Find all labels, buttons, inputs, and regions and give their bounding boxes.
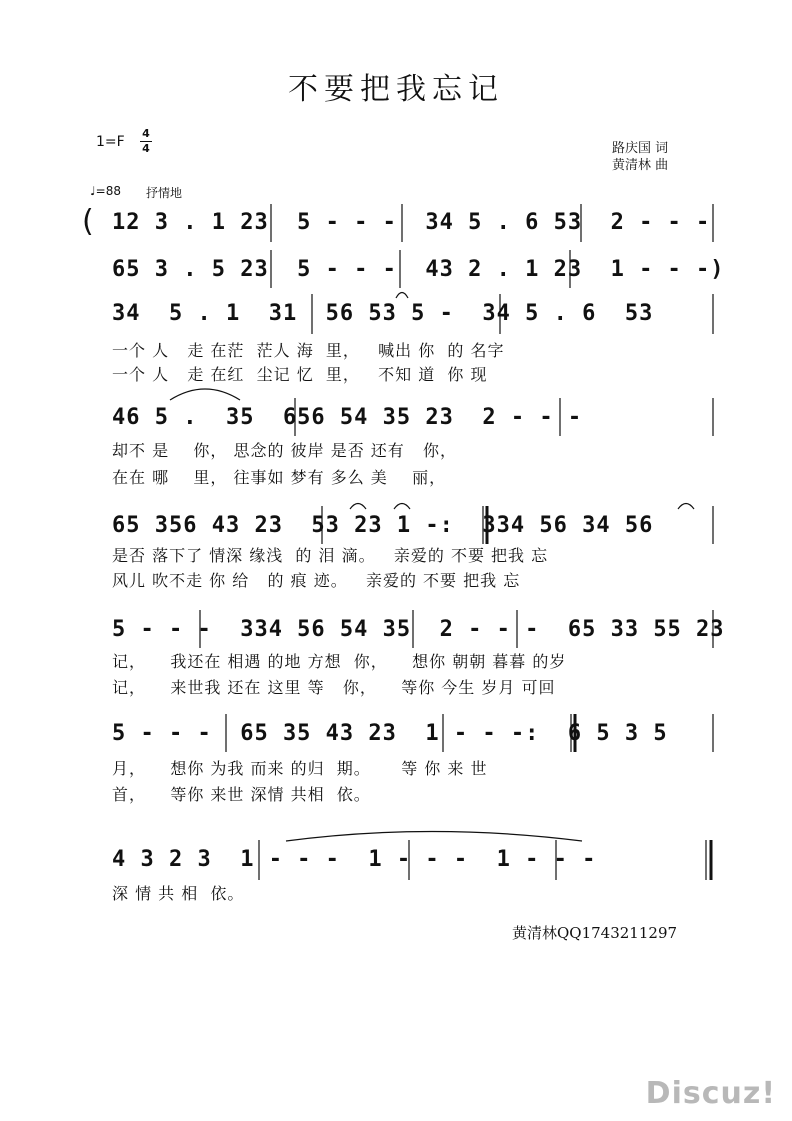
watermark: Discuz! <box>645 1076 776 1111</box>
lyric-row-7-verse-1: 月， 想你 为我 而来 的归 期。 等 你 来 世 <box>112 759 488 778</box>
notation-row-3: 34 5 . 1 31 56 53 5 - 34 5 . 6 53 <box>112 301 654 326</box>
notation-row-5: 65 356 43 23 53 23 1 -: 334 56 34 56 <box>112 513 654 538</box>
lyric-row-4-verse-2: 在在 哪 里， 往事如 梦有 多么 美 丽， <box>112 468 447 487</box>
lyric-row-3-verse-1: 一个 人 走 在茫 茫人 海 里， 喊出 你 的 名字 <box>112 341 505 360</box>
lyric-row-7-verse-2: 首， 等你 来世 深情 共相 依。 <box>112 785 371 804</box>
notation-row-4: 46 5 . 35 656 54 35 23 2 - - - <box>112 405 583 430</box>
slurs <box>170 293 694 842</box>
composer-credit: 黄清林 曲 <box>612 158 669 173</box>
tempo-marking: ♩=88 <box>90 184 121 198</box>
time-signature-top: 4 <box>142 127 150 140</box>
lyric-row-4-verse-1: 却不 是 你， 思念的 彼岸 是否 还有 你， <box>112 441 458 460</box>
arranger-signature: 黄清林QQ1743211297 <box>512 924 678 942</box>
lyric-row-8-verse-1: 深 情 共 相 依。 <box>112 884 245 903</box>
notation-row-1: 12 3 . 1 23 5 - - - 34 5 . 6 53 2 - - - <box>112 210 711 235</box>
lyricist-credit: 路庆国 词 <box>612 141 669 156</box>
lyric-row-6-verse-2: 记， 来世我 还在 这里 等 你， 等你 今生 岁月 可回 <box>112 678 556 697</box>
barlines <box>200 204 713 880</box>
lyric-row-6-verse-1: 记， 我还在 相遇 的地 方想 你， 想你 朝朝 暮暮 的岁 <box>112 652 567 671</box>
notation-row-6: 5 - - - 334 56 54 35 2 - - - 65 33 55 23 <box>112 617 725 642</box>
lyric-row-3-verse-2: 一个 人 走 在红 尘记 忆 里， 不知 道 你 现 <box>112 365 488 384</box>
lyric-row-5-verse-1: 是否 落下了 情深 缘浅 的 泪 滴。 亲爱的 不要 把我 忘 <box>112 546 549 565</box>
expression-marking: 抒情地 <box>146 186 183 200</box>
lyric-row-5-verse-2: 风儿 吹不走 你 给 的 痕 迹。 亲爱的 不要 把我 忘 <box>112 571 521 590</box>
notation-row-8: 4 3 2 3 1 - - - 1 - - - 1 - - - <box>112 847 597 872</box>
key-signature: 1=F <box>96 134 125 150</box>
notation-row-7: 5 - - - 65 35 43 23 1 - - -: 6 5 3 5 <box>112 721 668 746</box>
song-title: 不要把我忘记 <box>288 72 504 107</box>
notation-row-2: 65 3 . 5 23 5 - - - 43 2 . 1 23 1 - - -) <box>112 257 725 282</box>
intro-open-paren: ( <box>82 204 94 239</box>
time-signature-bottom: 4 <box>142 142 150 155</box>
